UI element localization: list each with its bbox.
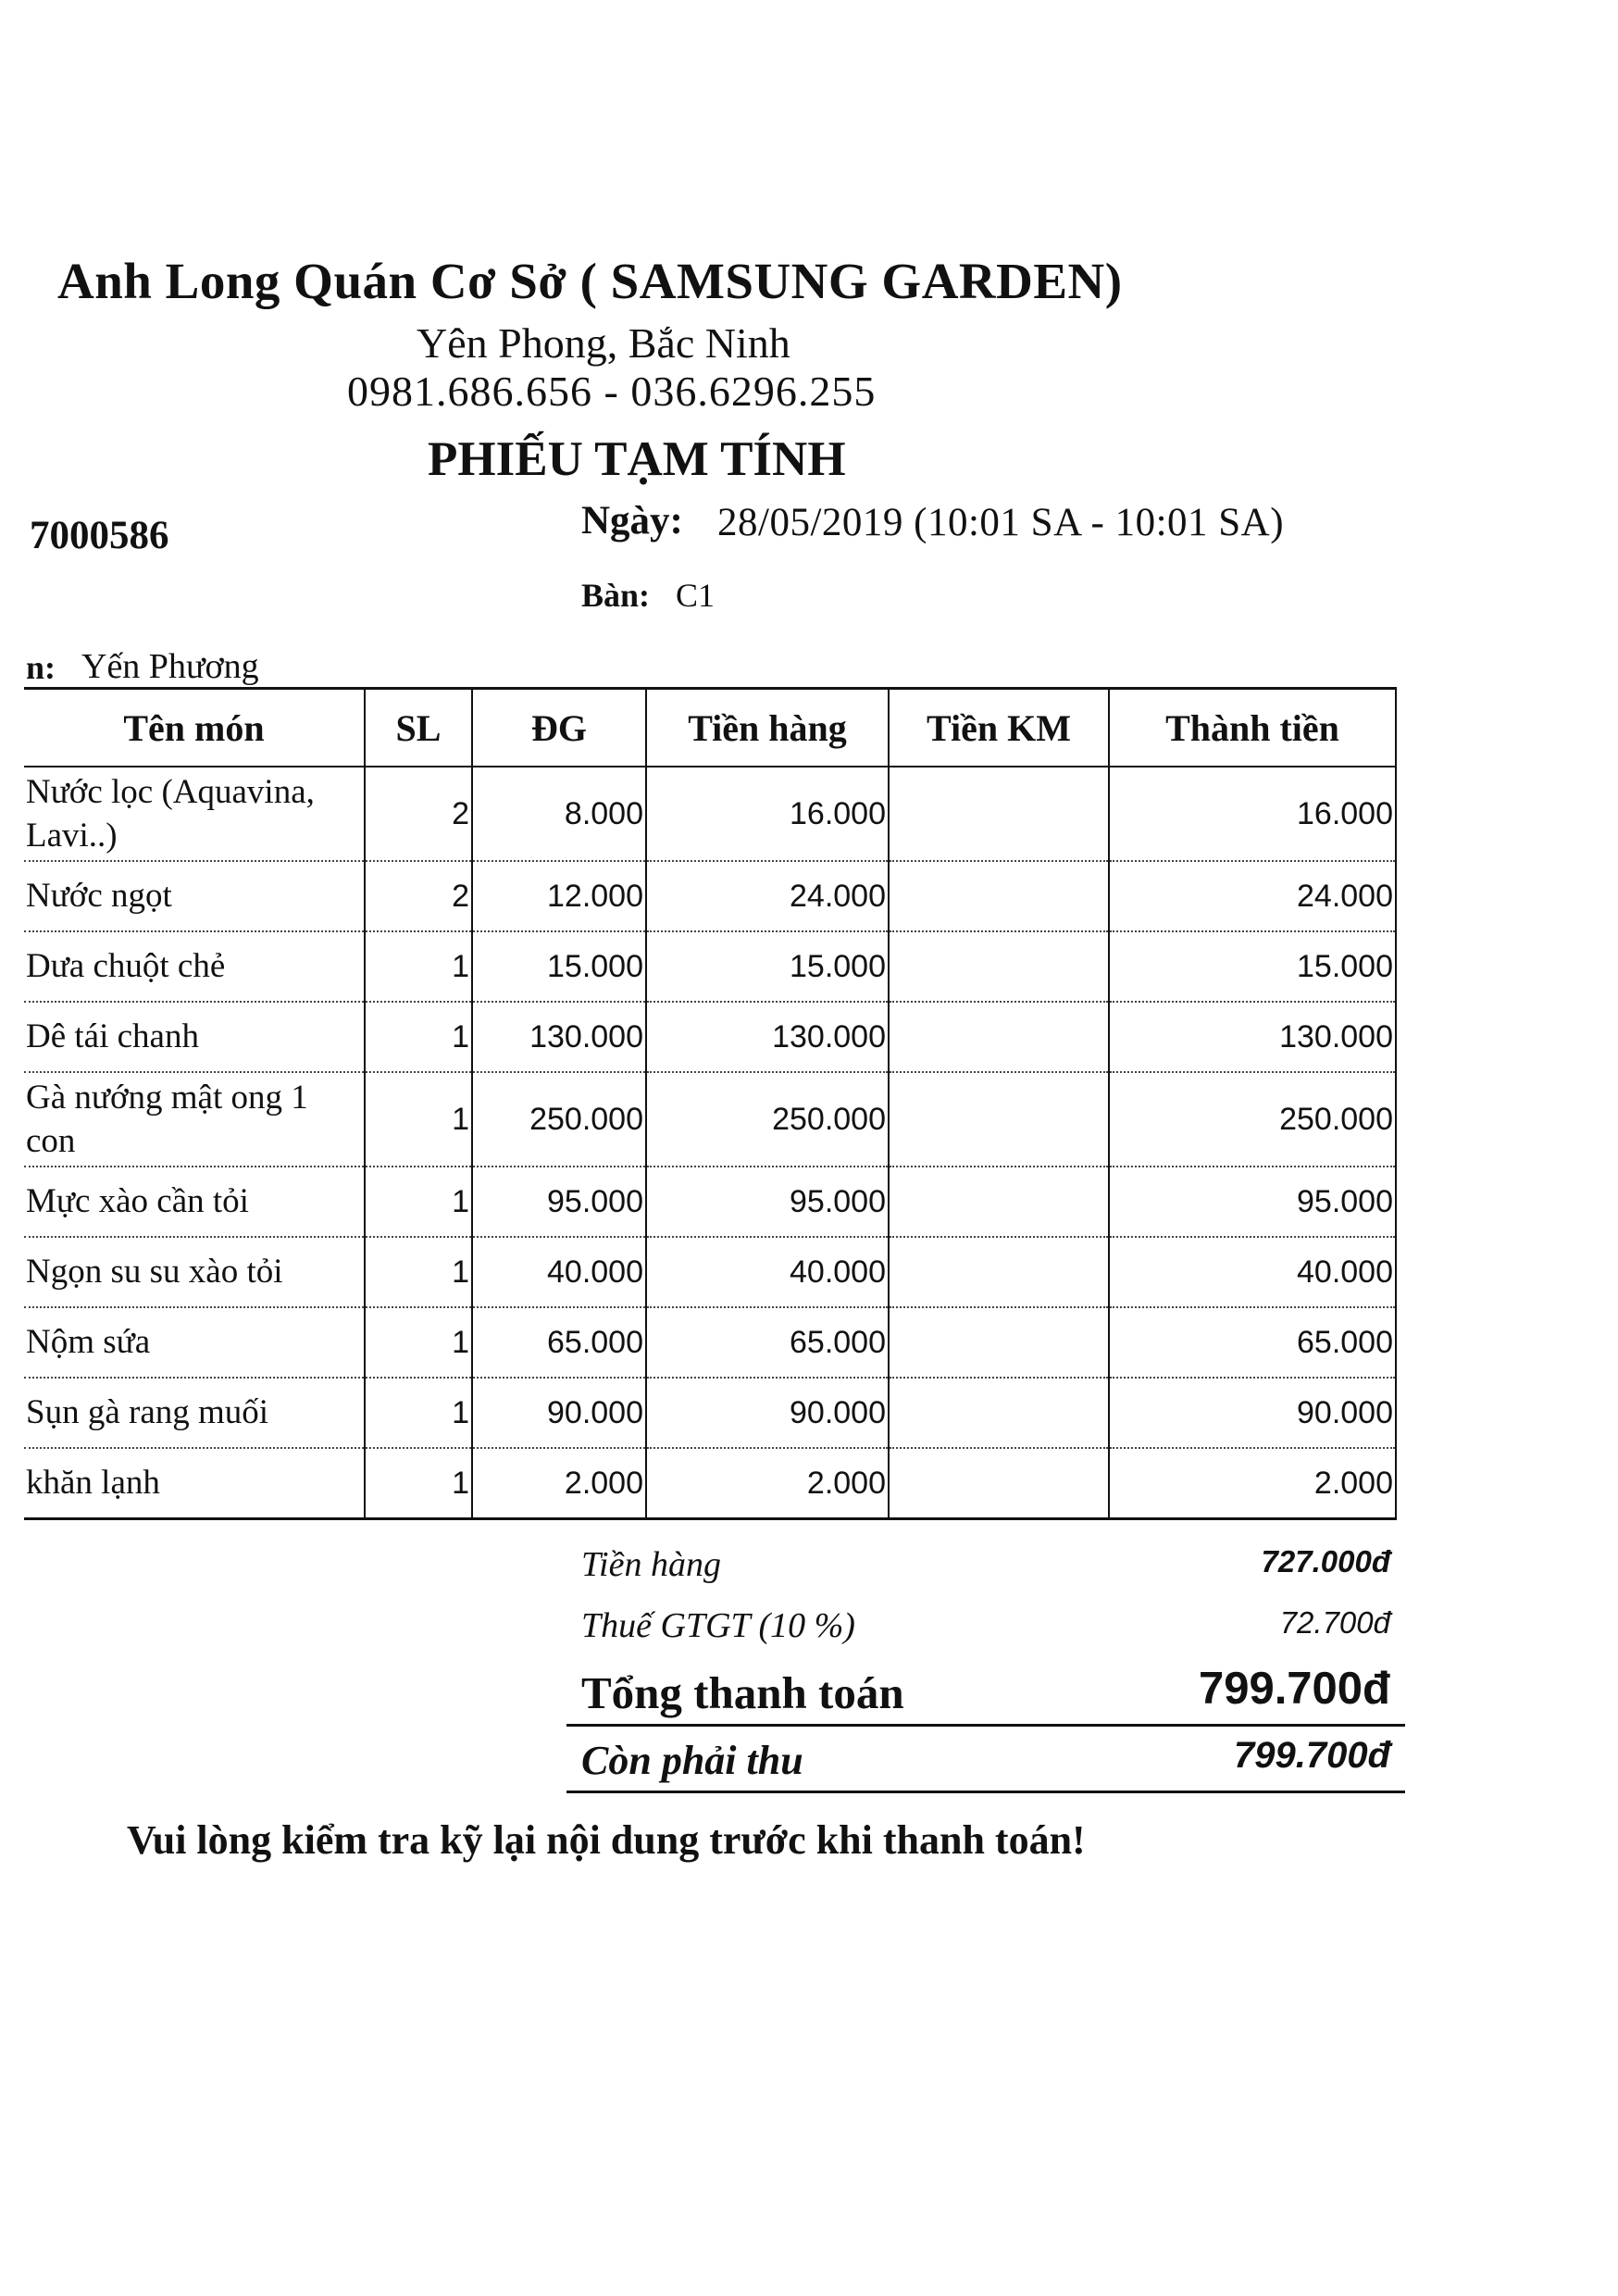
item-amount: 65.000 (646, 1307, 889, 1378)
table-row (24, 767, 1396, 861)
item-total: 250.000 (1109, 1072, 1396, 1167)
item-total: 40.000 (1109, 1237, 1396, 1307)
column-header-total: Thành tiền (1109, 689, 1396, 767)
due-divider (566, 1791, 1405, 1793)
item-qty: 1 (365, 1167, 472, 1237)
grand-total-label: Tổng thanh toán (581, 1667, 904, 1718)
item-discount (889, 1167, 1109, 1237)
column-header-amount: Tiền hàng (646, 689, 889, 767)
item-discount (889, 1448, 1109, 1519)
table-row (24, 1448, 1396, 1519)
item-discount (889, 1307, 1109, 1378)
item-total: 130.000 (1109, 1002, 1396, 1072)
item-name: Mực xào cần tỏi (24, 1167, 365, 1237)
table-row (24, 1237, 1396, 1307)
item-name: Nước ngọt (24, 861, 365, 931)
item-qty: 2 (365, 767, 472, 861)
item-qty: 1 (365, 1378, 472, 1448)
item-name: khăn lạnh (24, 1448, 365, 1519)
item-amount: 15.000 (646, 931, 889, 1002)
table-row (24, 861, 1396, 931)
document-title: PHIẾU TẠM TÍNH (428, 432, 846, 486)
item-discount (889, 931, 1109, 1002)
item-amount: 16.000 (646, 767, 889, 861)
item-name: Ngọn su su xào tỏi (24, 1237, 365, 1307)
item-unit-price: 2.000 (472, 1448, 646, 1519)
date-label: Ngày: (581, 499, 683, 543)
item-total: 90.000 (1109, 1378, 1396, 1448)
item-name: Nộm sứa (24, 1307, 365, 1378)
item-discount (889, 861, 1109, 931)
item-total: 2.000 (1109, 1448, 1396, 1519)
table-row (24, 1307, 1396, 1378)
column-header-qty: SL (365, 689, 472, 767)
item-total: 95.000 (1109, 1167, 1396, 1237)
item-name: Nước lọc (Aquavina, Lavi..) (24, 767, 365, 861)
store-phone: 0981.686.656 - 036.6296.255 (347, 368, 877, 415)
item-qty: 1 (365, 1002, 472, 1072)
amount-due-label: Còn phải thu (581, 1738, 803, 1783)
item-name: Dưa chuột chẻ (24, 931, 365, 1002)
item-total: 16.000 (1109, 767, 1396, 861)
item-unit-price: 95.000 (472, 1167, 646, 1237)
item-unit-price: 65.000 (472, 1307, 646, 1378)
item-qty: 1 (365, 1307, 472, 1378)
item-name: Sụn gà rang muối (24, 1378, 365, 1448)
vat-value: 72.700đ (1279, 1605, 1390, 1640)
table-label: Bàn: (581, 577, 651, 614)
table-row (24, 1072, 1396, 1167)
item-amount: 2.000 (646, 1448, 889, 1519)
total-divider (566, 1724, 1405, 1727)
subtotal-value: 727.000đ (1261, 1544, 1390, 1578)
item-discount (889, 1072, 1109, 1167)
item-unit-price: 15.000 (472, 931, 646, 1002)
item-amount: 24.000 (646, 861, 889, 931)
staff-label: n: (26, 649, 56, 686)
date-value: 28/05/2019 (10:01 SA - 10:01 SA) (717, 501, 1285, 544)
column-header-name: Tên món (24, 689, 365, 767)
item-unit-price: 130.000 (472, 1002, 646, 1072)
table-header-row (24, 689, 1396, 767)
item-unit-price: 250.000 (472, 1072, 646, 1167)
item-amount: 40.000 (646, 1237, 889, 1307)
item-total: 65.000 (1109, 1307, 1396, 1378)
receipt-number: 7000586 (30, 514, 169, 557)
item-discount (889, 1237, 1109, 1307)
item-qty: 1 (365, 1237, 472, 1307)
item-qty: 2 (365, 861, 472, 931)
item-total: 15.000 (1109, 931, 1396, 1002)
item-discount (889, 1002, 1109, 1072)
item-amount: 130.000 (646, 1002, 889, 1072)
item-unit-price: 12.000 (472, 861, 646, 931)
vat-label: Thuế GTGT (10 %) (581, 1606, 855, 1645)
store-name: Anh Long Quán Cơ Sở ( SAMSUNG GARDEN) (57, 253, 1123, 309)
item-name: Dê tái chanh (24, 1002, 365, 1072)
item-qty: 1 (365, 1448, 472, 1519)
column-header-unit-price: ĐG (472, 689, 646, 767)
table-row (24, 1378, 1396, 1448)
item-total: 24.000 (1109, 861, 1396, 931)
column-header-discount: Tiền KM (889, 689, 1109, 767)
item-amount: 250.000 (646, 1072, 889, 1167)
staff-value: Yến Phương (81, 647, 259, 686)
subtotal-label: Tiền hàng (581, 1545, 721, 1584)
item-unit-price: 90.000 (472, 1378, 646, 1448)
item-amount: 95.000 (646, 1167, 889, 1237)
item-unit-price: 8.000 (472, 767, 646, 861)
table-row (24, 1167, 1396, 1237)
grand-total-value: 799.700đ (1198, 1664, 1390, 1714)
item-qty: 1 (365, 931, 472, 1002)
table-row (24, 1002, 1396, 1072)
table-value: C1 (676, 577, 716, 614)
items-table (24, 687, 1397, 1520)
table-row (24, 931, 1396, 1002)
item-discount (889, 1378, 1109, 1448)
item-name: Gà nướng mật ong 1 con (24, 1072, 365, 1167)
item-discount (889, 767, 1109, 861)
store-address: Yên Phong, Bắc Ninh (417, 319, 790, 367)
amount-due-value: 799.700đ (1233, 1735, 1390, 1776)
item-unit-price: 40.000 (472, 1237, 646, 1307)
item-amount: 90.000 (646, 1378, 889, 1448)
footer-note: Vui lòng kiểm tra kỹ lại nội dung trước khi thanh toán! (127, 1817, 1086, 1863)
item-qty: 1 (365, 1072, 472, 1167)
